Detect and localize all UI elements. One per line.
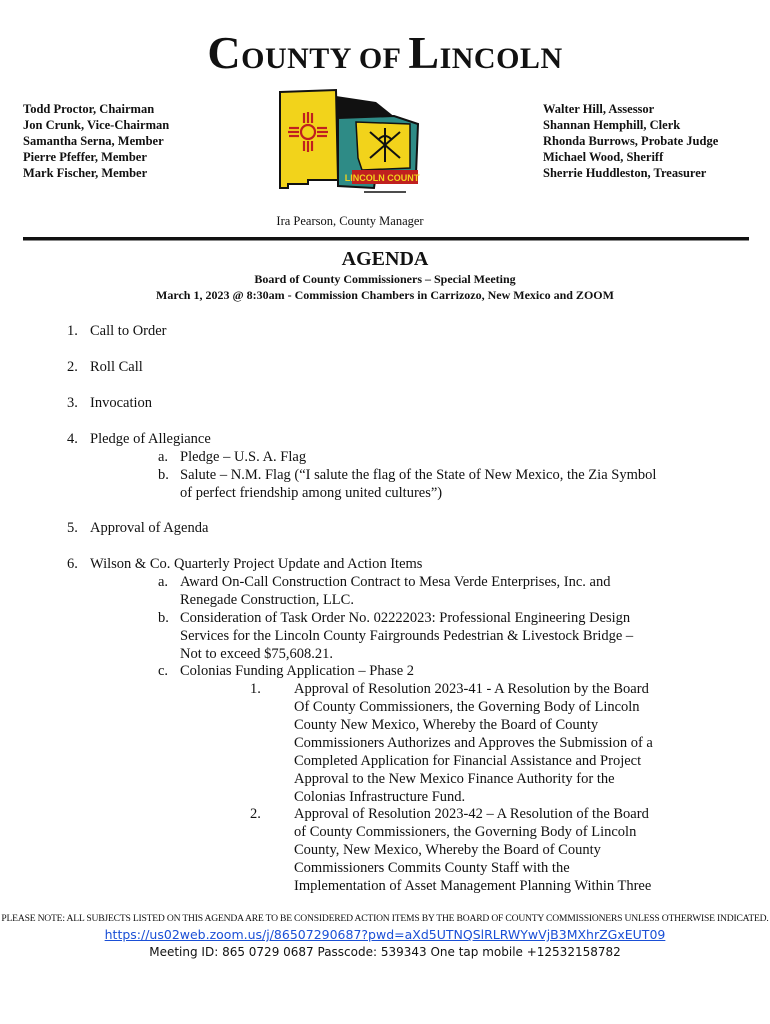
sub-item-text: Award On-Call Construction Contract to Mesa Verde Enterprises, Inc. and — [180, 574, 611, 590]
title-letter-l: L — [408, 27, 440, 78]
item-text: Roll Call — [90, 359, 143, 375]
elected-officials-list — [543, 101, 718, 181]
title-rest-1: OUNTY OF — [241, 42, 409, 75]
sub-item-text: Services for the Lincoln County Fairgrounds Pedestrian & Livestock Bridge – — [180, 628, 634, 644]
item-number: 4. — [67, 431, 78, 447]
resolution-text: Commissioners Commits County Staff with the — [294, 860, 570, 876]
meeting-type: Board of County Commissioners – Special Meeting — [254, 272, 516, 286]
resolution-text: Approval of Resolution 2023-42 – A Resolution of the Board — [294, 806, 649, 822]
official-name: Michael Wood, Sheriff — [543, 150, 664, 164]
item-text: Approval of Agenda — [90, 520, 209, 536]
item-number: 2. — [67, 359, 78, 375]
item-text: Call to Order — [90, 323, 167, 339]
item-text: Pledge of Allegiance — [90, 431, 211, 447]
action-items-note: PLEASE NOTE: ALL SUBJECTS LISTED ON THIS AGENDA ARE TO BE CONSIDERED ACTION ITEMS BY THE BOARD OF COUNTY COMMISSIONERS UNLESS OTHERWISE INDICATED. — [1, 913, 769, 924]
sub-item-text: Not to exceed $75,608.21. — [180, 646, 334, 662]
item-text: Wilson & Co. Quarterly Project Update and Action Items — [90, 556, 423, 572]
official-name: Pierre Pfeffer, Member — [23, 150, 147, 164]
resolution-number: 1. — [250, 681, 261, 697]
county-logo-graphic — [278, 88, 420, 206]
resolution-text: Colonias Infrastructure Fund. — [294, 789, 466, 805]
resolution-text: Commissioners Authorizes and Approves the Submission of a — [294, 735, 653, 751]
header-divider-shadow — [23, 240, 749, 241]
resolution-text: County, New Mexico, Whereby the Board of County — [294, 842, 601, 858]
title-rest-2: INCOLN — [439, 42, 563, 75]
sub-item-letter: a. — [158, 574, 169, 590]
official-name: Jon Crunk, Vice-Chairman — [23, 118, 170, 132]
item-number: 6. — [67, 556, 78, 572]
official-name: Rhonda Burrows, Probate Judge — [543, 134, 719, 148]
lincoln-county-logo — [278, 88, 420, 206]
resolution-text: Approval of Resolution 2023-41 - A Resolution by the Board — [294, 681, 649, 697]
official-name: Samantha Serna, Member — [23, 134, 164, 148]
resolution-text: Of County Commissioners, the Governing Body of Lincoln — [294, 699, 640, 715]
official-name: Shannan Hemphill, Clerk — [543, 118, 681, 132]
official-name: Sherrie Huddleston, Treasurer — [543, 166, 707, 180]
official-name: Todd Proctor, Chairman — [23, 102, 155, 116]
item-number: 3. — [67, 395, 78, 411]
meeting-date-location: March 1, 2023 @ 8:30am - Commission Chambers in Carrizozo, New Mexico and ZOOM — [156, 288, 614, 302]
sub-item-letter: b. — [158, 467, 169, 483]
sub-item-letter: c. — [158, 663, 169, 679]
sub-item-letter: a. — [158, 449, 169, 465]
resolution-text: Approval to the New Mexico Finance Authority for the — [294, 771, 615, 787]
sub-item-text: Consideration of Task Order No. 02222023: Professional Engineering Design — [180, 610, 631, 626]
resolution-text: County New Mexico, Whereby the Board of County — [294, 717, 599, 733]
sub-item-text: of perfect friendship among united cultures”) — [180, 485, 443, 501]
logo-text: LINCOLN COUNTY — [344, 173, 420, 183]
resolution-number: 2. — [250, 806, 261, 822]
agenda-heading: AGENDA — [341, 248, 429, 270]
official-name: Walter Hill, Assessor — [543, 102, 655, 116]
item-text: Invocation — [90, 395, 153, 411]
county-manager: Ira Pearson, County Manager — [276, 214, 424, 228]
commissioners-list — [23, 101, 169, 181]
county-title — [0, 26, 770, 79]
meeting-info: Meeting ID: 865 0729 0687 Passcode: 539343 One tap mobile +12532158782 — [149, 945, 621, 959]
zoom-link[interactable]: https://us02web.zoom.us/j/86507290687?pwd=aXd5UTNQSlRLRWYwVjB3MXhrZGxEUT09 — [104, 927, 666, 942]
sub-item-text: Pledge – U.S. A. Flag — [180, 449, 307, 465]
resolution-text: Completed Application for Financial Assistance and Project — [294, 753, 642, 769]
item-number: 1. — [67, 323, 78, 339]
sub-item-text: Salute – N.M. Flag (“I salute the flag of the State of New Mexico, the Zia Symbol — [180, 467, 657, 483]
resolution-text: of County Commissioners, the Governing Body of Lincoln — [294, 824, 637, 840]
item-number: 5. — [67, 520, 78, 536]
sub-item-text: Colonias Funding Application – Phase 2 — [180, 663, 415, 679]
resolution-text: Implementation of Asset Management Planning Within Three — [294, 878, 652, 894]
sub-item-text: Renegade Construction, LLC. — [180, 592, 354, 608]
title-letter-c: C — [207, 27, 242, 78]
sub-item-letter: b. — [158, 610, 169, 626]
official-name: Mark Fischer, Member — [23, 166, 148, 180]
